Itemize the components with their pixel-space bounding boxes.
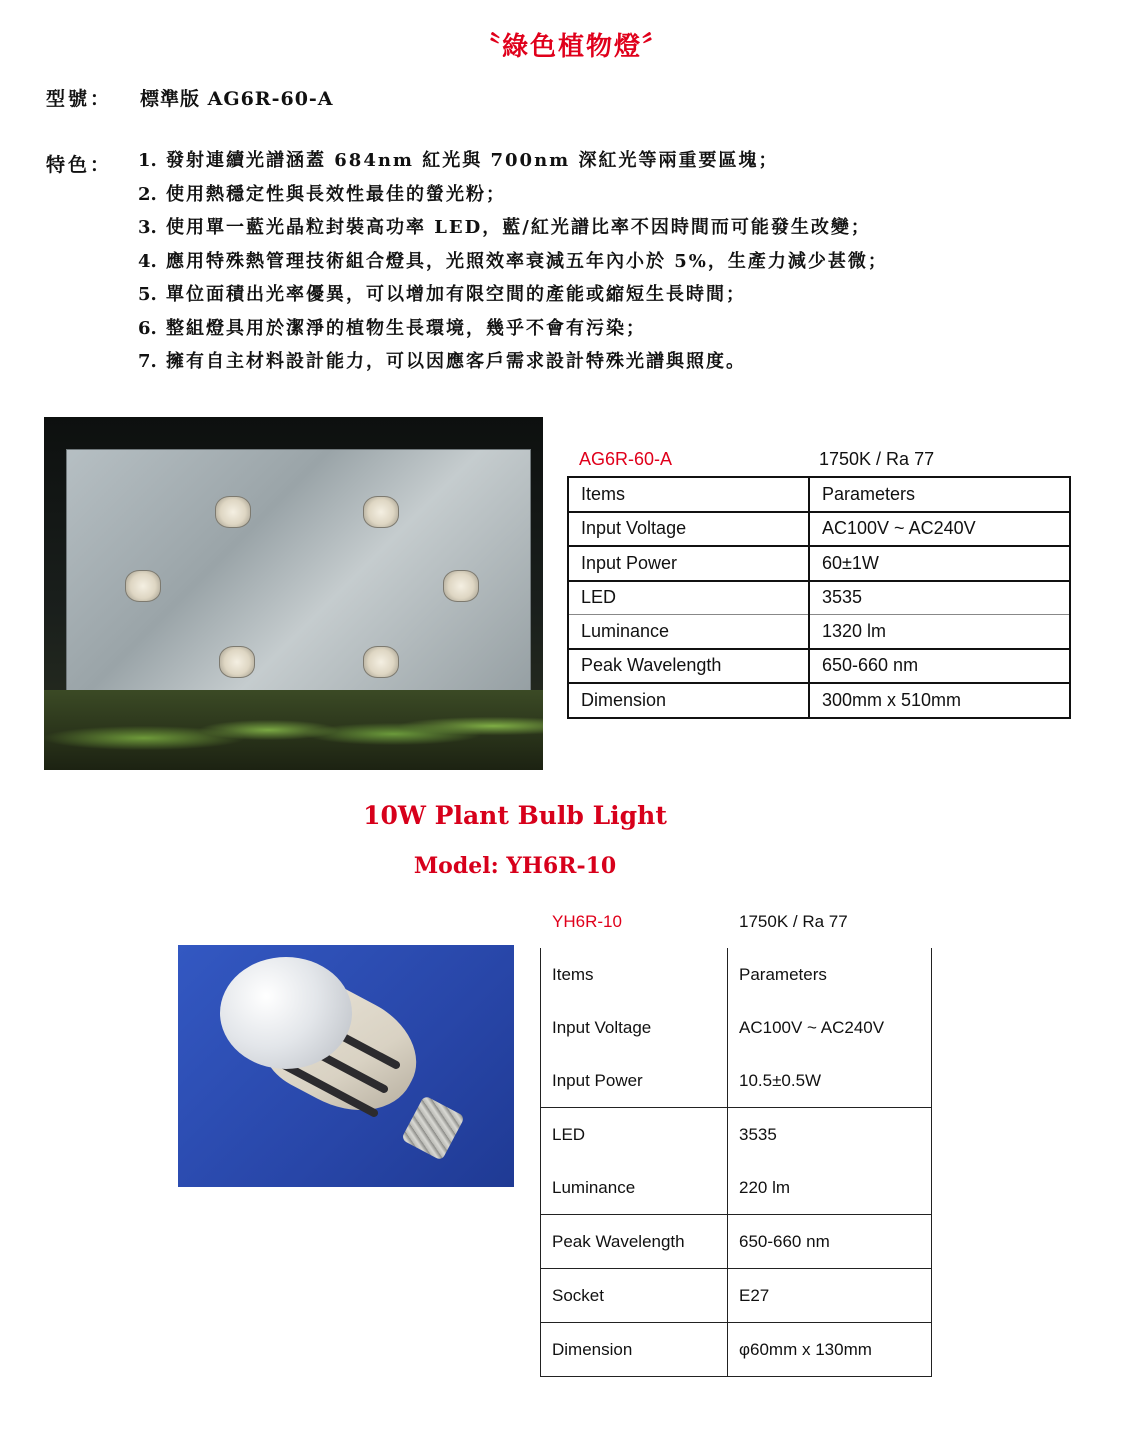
feature-item: 2. 使用熱穩定性與長效性最佳的螢光粉；: [138, 183, 506, 205]
table-row: Luminance 220 lm: [541, 1161, 932, 1215]
table-row: Luminance 1320 lm: [568, 615, 1070, 649]
table-row: Input Voltage AC100V ~ AC240V: [568, 512, 1070, 547]
table2-model: YH6R-10: [552, 912, 622, 931]
bulb-dome: [220, 957, 352, 1069]
table1-cct: 1750K / Ra 77: [819, 449, 935, 469]
section-title: 10W Plant Bulb Light: [363, 801, 667, 830]
table1-model: AG6R-60-A: [579, 449, 673, 469]
feature-item: 1. 發射連續光譜涵蓋 684nm 紅光與 700nm 深紅光等兩重要區塊；: [138, 150, 779, 171]
table-row: LED 3535: [568, 581, 1070, 615]
spec-table-panel: [567, 476, 1071, 719]
table-row: Input Voltage AC100V ~ AC240V: [541, 1001, 932, 1054]
feature-item: 7. 擁有自主材料設計能力，可以因應客戶需求設計特殊光譜與照度。: [138, 351, 746, 372]
panel-light-photo: [44, 417, 543, 770]
section-subtitle: Model: YH6R-10: [413, 853, 617, 879]
table2-cct: 1750K / Ra 77: [739, 912, 848, 931]
feature-item: 3. 使用單一藍光晶粒封裝高功率 LED，藍/紅光譜比率不因時間而可能發生改變；: [138, 217, 871, 238]
page-title: 〝綠色植物燈〞: [473, 32, 670, 62]
features-label: 特色：: [46, 154, 113, 176]
led-module: [219, 646, 255, 678]
table-row: Input Power 60±1W: [568, 546, 1070, 581]
features-list: [138, 148, 888, 383]
table-row: Dimension 300mm x 510mm: [568, 683, 1070, 718]
led-module: [363, 496, 399, 528]
table-row: Items Parameters: [541, 948, 932, 1001]
model-value: 標準版 AG6R-60-A: [140, 88, 334, 110]
table-row: Input Power 10.5±0.5W: [541, 1054, 932, 1108]
feature-item: 6. 整組燈具用於潔淨的植物生長環境，幾乎不會有污染；: [138, 317, 646, 339]
led-module: [443, 570, 479, 602]
bulb-base: [401, 1095, 465, 1161]
table-row: Items Parameters: [568, 477, 1070, 512]
bulb-light-photo: [178, 945, 514, 1187]
table-row: Peak Wavelength 650-660 nm: [541, 1215, 932, 1269]
spec-table-bulb: [540, 948, 932, 1377]
seedlings: [44, 690, 543, 770]
table-row: Peak Wavelength 650-660 nm: [568, 649, 1070, 684]
led-module: [125, 570, 161, 602]
led-module: [363, 646, 399, 678]
led-module: [215, 496, 251, 528]
table-row: Socket E27: [541, 1269, 932, 1323]
table-row: Dimension φ60mm x 130mm: [541, 1323, 932, 1377]
feature-item: 4. 應用特殊熱管理技術組合燈具，光照效率衰減五年內小於 5%，生產力減少甚微；: [138, 250, 888, 272]
feature-item: 5. 單位面積出光率優異，可以增加有限空間的產能或縮短生長時間；: [138, 284, 746, 305]
table-row: LED 3535: [541, 1108, 932, 1162]
model-label: 型號：: [46, 88, 113, 110]
